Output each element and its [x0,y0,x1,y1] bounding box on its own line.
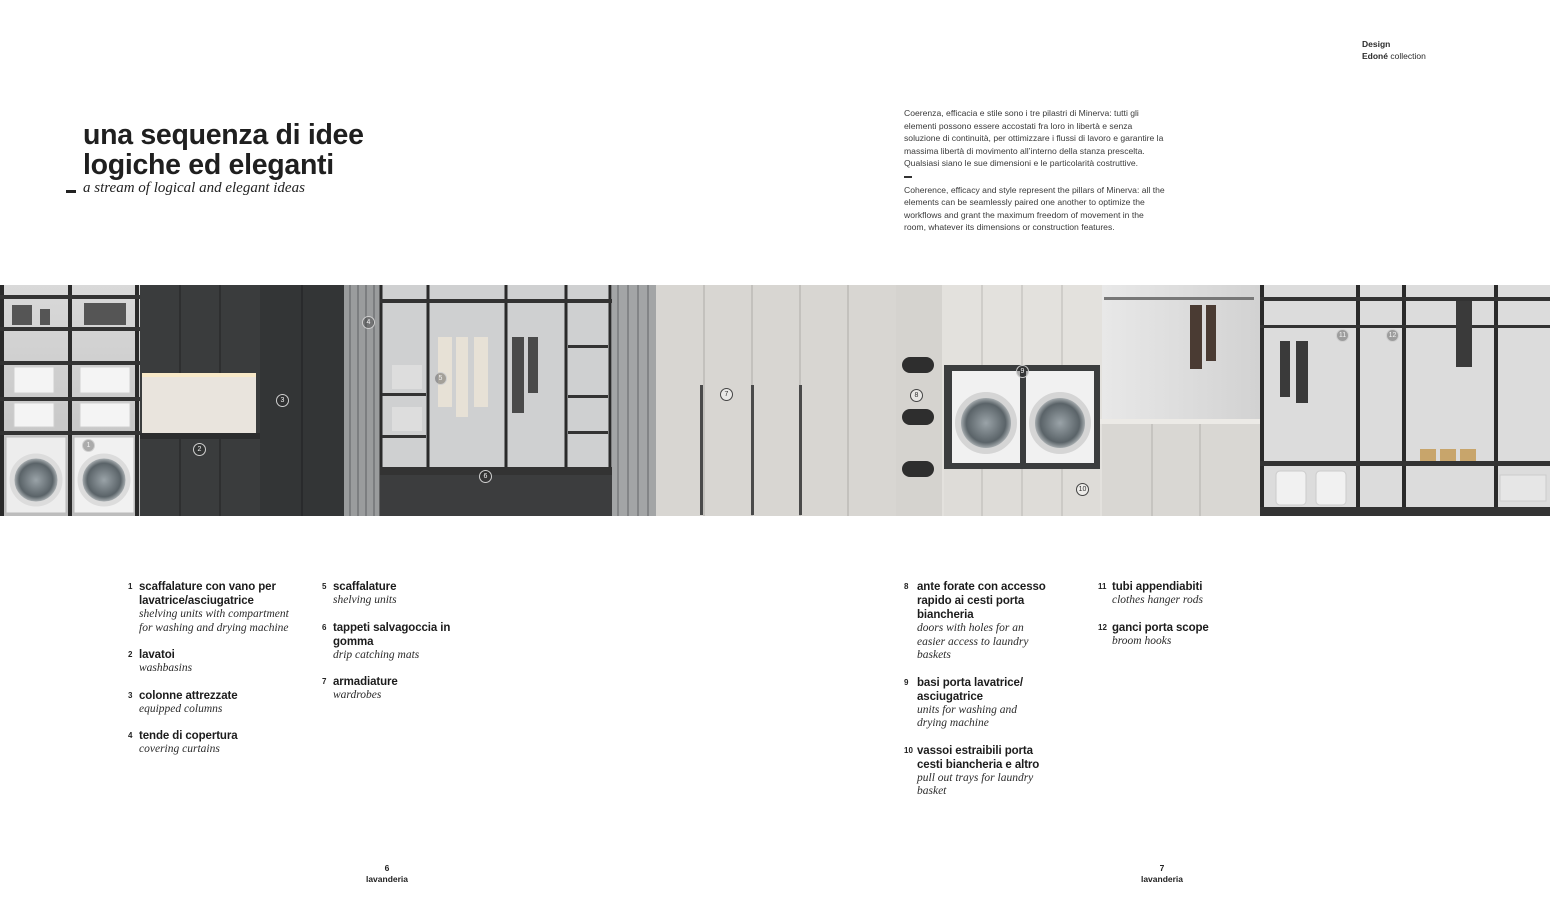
legend-italian: colonne attrezzate [139,689,238,702]
legend-english: units for washing and drying machine [917,703,1018,729]
legend-number: 11 [1098,582,1107,591]
legend-italian: ganci porta scope [1112,621,1209,634]
callout-3: 3 [276,394,289,407]
legend-column-3 [904,580,1047,812]
legend-column-4 [1098,580,1252,661]
legend-item [128,580,299,635]
legend-number: 7 [322,677,327,686]
callout-7: 7 [720,388,733,401]
laundry-room-illustration [0,285,1550,516]
title-line-2: logiche ed eleganti [83,149,334,181]
callout-2: 2 [193,443,206,456]
section-name: lavanderia [1140,874,1184,884]
legend-item [128,689,299,717]
legend-english: shelving units with compartment for washing and drying machine [139,608,289,634]
collection-brand: Edoné [1362,51,1388,61]
collection-line [1362,50,1426,62]
legend-english: broom hooks [1112,634,1172,647]
callout-6: 6 [479,470,492,483]
legend-english: shelving units [333,594,397,606]
page-number: 6 [384,863,390,873]
folio-left [347,863,427,885]
legend-number: 3 [128,690,133,700]
legend-italian: basi porta lavatrice/ asciugatrice [917,676,1023,703]
intro-italian: Coerenza, efficacia e stile sono i tre pilastri di Minerva: tutti gli elementi possono essere accostati fra loro in libertà e senza soluzione di continuità, per ottimizzare i flussi di lavoro e garantire la massima libertà di movimento all’interno della stanza prescelta. Qualsiasi siano le sue dimensioni e le particolarità costruttive. [904,108,1164,168]
legend-item [128,729,299,757]
legend-english: drip catching mats [333,648,420,661]
legend-item [322,580,453,608]
legend-item [904,676,1047,731]
legend-column-2 [322,580,453,716]
legend-number: 1 [128,582,133,591]
laundry-room-photo [0,285,1550,516]
callout-11: 11 [1336,329,1349,342]
collection-word: collection [1390,51,1426,61]
legend-italian: tubi appendiabiti [1112,581,1203,593]
legend-italian: scaffalature con vano per lavatrice/asciugatrice [139,581,276,607]
folio-right [1122,863,1202,885]
legend-number: 12 [1098,622,1107,632]
section-name: lavanderia [365,874,409,884]
legend-english: clothes hanger rods [1112,594,1203,606]
legend-english: wardrobes [333,689,382,701]
intro-english: Coherence, efficacy and style represent the pillars of Minerva: all the elements can be seamlessly paired one another to optimize the workflows and grant the maximum freedom of movement in the room, whatever its dimensions or construction features. [904,184,1165,232]
legend-number: 2 [128,650,133,659]
legend-italian: armadiature [333,676,398,688]
title-dash [66,190,76,193]
legend-english: washbasins [139,662,193,674]
legend-item [904,744,1047,799]
legend-english: equipped columns [139,702,223,715]
design-label: Design [1362,39,1391,49]
legend-number: 9 [904,677,909,687]
legend-item [322,675,453,703]
legend-item [1098,580,1252,608]
legend-italian: tende di copertura [139,730,238,742]
legend-italian: tappeti salvagoccia in gomma [333,621,451,648]
callout-1: 1 [82,439,95,452]
intro-divider [904,176,912,178]
intro-text [904,107,1166,234]
page-number: 7 [1159,863,1165,873]
page-subtitle: a stream of logical and elegant ideas [83,180,305,196]
legend-number: 10 [904,745,913,755]
callout-12: 12 [1386,329,1399,342]
legend-number: 4 [128,731,133,740]
legend-item [322,621,453,663]
legend-item [128,648,299,676]
callout-4: 4 [362,316,375,329]
legend-italian: ante forate con accesso rapido ai cesti porta biancheria [917,581,1046,621]
legend-column-1 [128,580,299,770]
legend-italian: vassoi estraibili porta cesti biancheria e altro [917,744,1040,771]
page-title [83,120,364,180]
callout-10: 10 [1076,483,1089,496]
title-line-1: una sequenza di idee [83,119,364,151]
legend-item [1098,621,1252,649]
legend-english: covering curtains [139,743,220,755]
legend-english: pull out trays for laundry basket [917,771,1034,797]
legend-english: doors with holes for an easier access to laundry baskets [917,622,1029,661]
callout-5: 5 [434,372,447,385]
legend-number: 8 [904,582,909,591]
legend-italian: lavatoi [139,649,175,661]
design-credit [1362,38,1426,62]
callout-9: 9 [1016,365,1029,378]
legend-number: 5 [322,582,327,591]
legend-number: 6 [322,622,327,632]
callout-8: 8 [910,389,923,402]
legend-italian: scaffalature [333,581,397,593]
legend-item [904,580,1047,663]
